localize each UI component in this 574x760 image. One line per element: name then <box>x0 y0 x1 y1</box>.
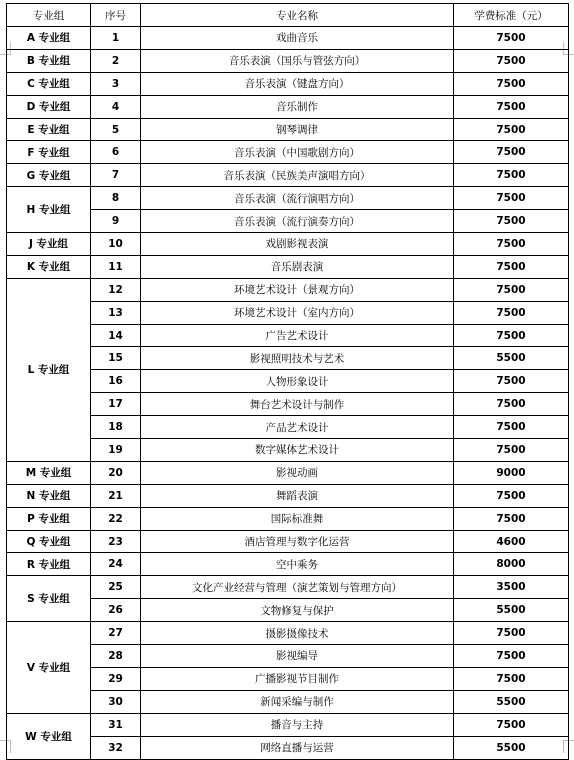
seq-cell: 5 <box>91 118 141 141</box>
seq-cell: 6 <box>91 141 141 164</box>
name-cell: 影视编导 <box>141 645 454 668</box>
table-row <box>7 484 569 507</box>
fee-cell: 7500 <box>454 645 569 668</box>
name-cell: 音乐表演（民族美声演唱方向） <box>141 164 454 187</box>
fee-cell: 7500 <box>454 667 569 690</box>
table-row <box>7 49 569 72</box>
table-row <box>7 461 569 484</box>
seq-cell: 16 <box>91 370 141 393</box>
group-cell: M 专业组 <box>7 461 91 484</box>
fee-cell: 7500 <box>454 439 569 462</box>
name-cell: 影视动画 <box>141 461 454 484</box>
group-cell: N 专业组 <box>7 484 91 507</box>
fee-cell: 7500 <box>454 507 569 530</box>
table-row <box>7 324 569 347</box>
name-cell: 网络直播与运营 <box>141 736 454 759</box>
fee-cell: 7500 <box>454 255 569 278</box>
seq-cell: 3 <box>91 72 141 95</box>
seq-cell: 28 <box>91 645 141 668</box>
group-cell: W 专业组 <box>7 713 91 759</box>
name-cell: 音乐表演（国乐与管弦方向） <box>141 49 454 72</box>
table-row <box>7 690 569 713</box>
group-cell: S 专业组 <box>7 576 91 622</box>
table-row <box>7 622 569 645</box>
table-row <box>7 255 569 278</box>
seq-cell: 24 <box>91 553 141 576</box>
fee-cell: 5500 <box>454 347 569 370</box>
fee-cell: 7500 <box>454 324 569 347</box>
table-row <box>7 439 569 462</box>
table-row <box>7 553 569 576</box>
seq-cell: 15 <box>91 347 141 370</box>
header-group: 专业组 <box>7 4 91 27</box>
group-cell: G 专业组 <box>7 164 91 187</box>
table-row <box>7 713 569 736</box>
fee-cell: 3500 <box>454 576 569 599</box>
group-cell: R 专业组 <box>7 553 91 576</box>
seq-cell: 20 <box>91 461 141 484</box>
name-cell: 广播影视节目制作 <box>141 667 454 690</box>
seq-cell: 14 <box>91 324 141 347</box>
seq-cell: 1 <box>91 27 141 50</box>
table-row <box>7 187 569 210</box>
fee-cell: 7500 <box>454 72 569 95</box>
fee-cell: 7500 <box>454 27 569 50</box>
table-row <box>7 599 569 622</box>
fee-cell: 7500 <box>454 278 569 301</box>
table-row <box>7 278 569 301</box>
table-row <box>7 95 569 118</box>
name-cell: 音乐剧表演 <box>141 255 454 278</box>
name-cell: 戏曲音乐 <box>141 27 454 50</box>
group-cell: P 专业组 <box>7 507 91 530</box>
table-row <box>7 72 569 95</box>
fee-cell: 7500 <box>454 416 569 439</box>
name-cell: 国际标准舞 <box>141 507 454 530</box>
fee-cell: 9000 <box>454 461 569 484</box>
name-cell: 文化产业经营与管理（演艺策划与管理方向） <box>141 576 454 599</box>
seq-cell: 11 <box>91 255 141 278</box>
table-row <box>7 393 569 416</box>
seq-cell: 10 <box>91 233 141 256</box>
table-header <box>7 4 569 27</box>
name-cell: 文物修复与保护 <box>141 599 454 622</box>
seq-cell: 9 <box>91 210 141 233</box>
name-cell: 摄影摄像技术 <box>141 622 454 645</box>
table-row <box>7 667 569 690</box>
table-row <box>7 507 569 530</box>
fee-cell: 7500 <box>454 370 569 393</box>
table-row <box>7 27 569 50</box>
name-cell: 音乐表演（键盘方向） <box>141 72 454 95</box>
fee-cell: 5500 <box>454 736 569 759</box>
header-row <box>7 4 569 27</box>
header-name: 专业名称 <box>141 4 454 27</box>
fee-cell: 5500 <box>454 599 569 622</box>
seq-cell: 25 <box>91 576 141 599</box>
seq-cell: 30 <box>91 690 141 713</box>
group-cell: V 专业组 <box>7 622 91 714</box>
seq-cell: 2 <box>91 49 141 72</box>
group-cell: H 专业组 <box>7 187 91 233</box>
fee-cell: 7500 <box>454 187 569 210</box>
name-cell: 人物形象设计 <box>141 370 454 393</box>
seq-cell: 8 <box>91 187 141 210</box>
group-cell: K 专业组 <box>7 255 91 278</box>
header-seq: 序号 <box>91 4 141 27</box>
fee-cell: 8000 <box>454 553 569 576</box>
fee-cell: 7500 <box>454 141 569 164</box>
seq-cell: 31 <box>91 713 141 736</box>
group-cell: E 专业组 <box>7 118 91 141</box>
fee-cell: 7500 <box>454 301 569 324</box>
name-cell: 戏剧影视表演 <box>141 233 454 256</box>
group-cell: J 专业组 <box>7 233 91 256</box>
group-cell: F 专业组 <box>7 141 91 164</box>
name-cell: 舞台艺术设计与制作 <box>141 393 454 416</box>
name-cell: 音乐表演（流行演奏方向） <box>141 210 454 233</box>
fee-cell: 5500 <box>454 690 569 713</box>
table-row <box>7 416 569 439</box>
table-row <box>7 210 569 233</box>
name-cell: 钢琴调律 <box>141 118 454 141</box>
name-cell: 酒店管理与数字化运营 <box>141 530 454 553</box>
name-cell: 音乐制作 <box>141 95 454 118</box>
fee-cell: 7500 <box>454 393 569 416</box>
name-cell: 新闻采编与制作 <box>141 690 454 713</box>
seq-cell: 12 <box>91 278 141 301</box>
group-cell: B 专业组 <box>7 49 91 72</box>
table-row <box>7 347 569 370</box>
fee-cell: 7500 <box>454 233 569 256</box>
name-cell: 影视照明技术与艺术 <box>141 347 454 370</box>
table-row <box>7 370 569 393</box>
table-row <box>7 164 569 187</box>
table-row <box>7 645 569 668</box>
table-row <box>7 576 569 599</box>
seq-cell: 22 <box>91 507 141 530</box>
seq-cell: 13 <box>91 301 141 324</box>
fee-cell: 4600 <box>454 530 569 553</box>
seq-cell: 29 <box>91 667 141 690</box>
fee-cell: 7500 <box>454 95 569 118</box>
fee-cell: 7500 <box>454 49 569 72</box>
seq-cell: 32 <box>91 736 141 759</box>
table-row <box>7 141 569 164</box>
fee-cell: 7500 <box>454 118 569 141</box>
fee-cell: 7500 <box>454 484 569 507</box>
seq-cell: 19 <box>91 439 141 462</box>
name-cell: 环境艺术设计（景观方向） <box>141 278 454 301</box>
seq-cell: 21 <box>91 484 141 507</box>
table-body <box>7 27 569 760</box>
header-fee: 学费标准（元） <box>454 4 569 27</box>
table-row <box>7 233 569 256</box>
seq-cell: 4 <box>91 95 141 118</box>
table-row <box>7 118 569 141</box>
fee-cell: 7500 <box>454 622 569 645</box>
name-cell: 播音与主持 <box>141 713 454 736</box>
group-cell: D 专业组 <box>7 95 91 118</box>
table-row <box>7 301 569 324</box>
name-cell: 舞蹈表演 <box>141 484 454 507</box>
group-cell: Q 专业组 <box>7 530 91 553</box>
tuition-table <box>6 3 569 760</box>
seq-cell: 23 <box>91 530 141 553</box>
fee-cell: 7500 <box>454 164 569 187</box>
group-cell: L 专业组 <box>7 278 91 461</box>
table-row <box>7 530 569 553</box>
fee-cell: 7500 <box>454 713 569 736</box>
name-cell: 空中乘务 <box>141 553 454 576</box>
name-cell: 广告艺术设计 <box>141 324 454 347</box>
group-cell: A 专业组 <box>7 27 91 50</box>
name-cell: 产品艺术设计 <box>141 416 454 439</box>
fee-cell: 7500 <box>454 210 569 233</box>
group-cell: C 专业组 <box>7 72 91 95</box>
name-cell: 数字媒体艺术设计 <box>141 439 454 462</box>
seq-cell: 26 <box>91 599 141 622</box>
name-cell: 音乐表演（中国歌剧方向） <box>141 141 454 164</box>
seq-cell: 18 <box>91 416 141 439</box>
seq-cell: 17 <box>91 393 141 416</box>
name-cell: 环境艺术设计（室内方向） <box>141 301 454 324</box>
seq-cell: 7 <box>91 164 141 187</box>
seq-cell: 27 <box>91 622 141 645</box>
name-cell: 音乐表演（流行演唱方向） <box>141 187 454 210</box>
